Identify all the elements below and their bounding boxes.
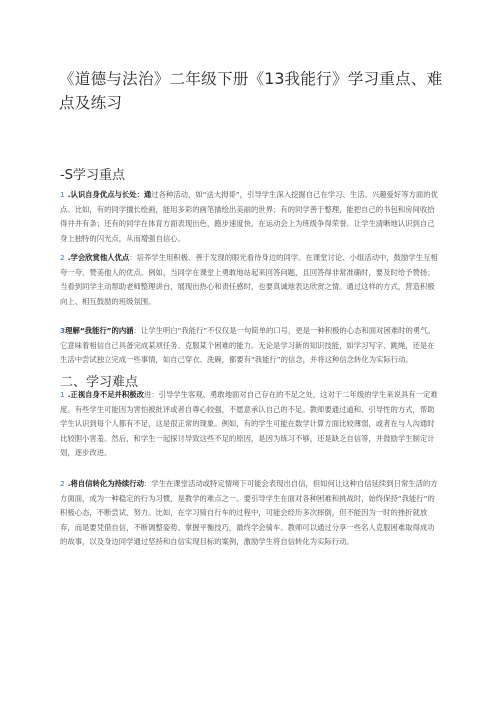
item-lead: 理解“我能行”的内涵 [65,326,134,335]
document-title: 《道德与法治》二年级下册《13我能行》学习重点、难点及练习 [59,70,443,112]
difficulty-item [60,477,440,550]
item-lead: .学会欣赏他人优点 [67,253,130,262]
item-text: 过各种活动，如“送大拇哥”，引导学生深入挖掘自己在学习、生活、兴趣爱好等方面的优点。比如，有的同学擅长绘画，能用多彩的画笔描绘出美丽的世界；有的同学善于整理，能把自己的书包和房间收拾得井井有条；还有的同学在体育方面表现出色，跑步速度快，在运动会上为班级争得荣誉。让学生清晰地认识到自己身上独特的闪光点，从而增强自信心。 [60,190,438,243]
item-lead: .将自信转化为持续行动 [67,479,144,488]
item-number: 1 [60,390,65,399]
item-text: 进：引导学生客观、勇敢地面对自己存在的不足之处，这对于二年级的学生来说具有一定难度。有些学生可能因为害怕被批评或者自尊心较强，不愿意承认自己的不足。教师要通过道和、引导性的方式，帮助学生认识到每个人都有不足，这是很正常的现象。例如，有的学生可能在数学计算方面比较薄弱，或者在与人沟通时比较胆小害羞。然后，和学生一起探讨导致这些不足的原因，是因为练习不够，还是缺乏自信等，并鼓励学生制定计划，逐步改进。 [60,390,438,457]
item-number: 2 [60,253,65,262]
difficulty-item [60,388,440,461]
item-number: 2 [60,479,65,488]
item-text: ：让学生明白“我能行”不仅仅是一句简单的口号，更是一种积极的心态和面对困难时的勇气。它意味着相信自己具备完成某项任务、克服某个困难的能力。无论是学习新的知识技能，如学习写字、跳绳，还是在生活中尝试独立完成一些事情，如自己穿衣、洗碗，都要有“我能行”的信念，并将这种信念转化为实际行动。 [60,326,435,364]
item-lead: .正视自身不足并积极改 [67,390,144,399]
item-number: 1 [60,190,65,199]
item-text: ：学生在课堂活动或特定情境下可能会表现出自信，但如何让这种自信延续到日常生活的方方面面，成为一种稳定的行为习惯，是教学的难点之一。要引导学生在面对各种困难和挑战时，始终保持“我能行”的积极心态，不断尝试、努力。比如，在学习骑自行车的过程中，可能会经历多次摔倒，但不能因为一时的挫折就放弃，而是要凭借自信，不断调整姿势、掌握平衡技巧，最终学会骑车。教师可以通过分享一些名人克服困难取得成功的故事，以及身边同学通过坚持和自信实现目标的案例，激励学生将自信转化为实际行动。 [60,479,438,546]
item-text: ：培养学生用积极、善于发现的眼光看待身边的同学。在课堂讨论、小组活动中，鼓励学生互相夸一夸、赞美他人的优点。例如，当同学在课堂上勇敢地站起来回答问题，且回答得非常准确时，要及时给予赞扬；当看到同学主动帮助老师整理讲台，展现出热心和责任感时，也要真诚地表达欣赏之情。通过这样的方式，营造积极向上、相互鼓励的班级氛围。 [60,253,438,306]
item-lead: .认识自身优点与长处：通 [67,190,152,199]
key-point-item [60,324,440,368]
section-heading-key-points: -S学习重点 [60,168,125,183]
item-number: 3 [60,326,66,335]
section-heading-difficulties: 二、学习难点 [60,375,139,390]
key-point-item [60,188,440,246]
key-point-item [60,251,440,309]
